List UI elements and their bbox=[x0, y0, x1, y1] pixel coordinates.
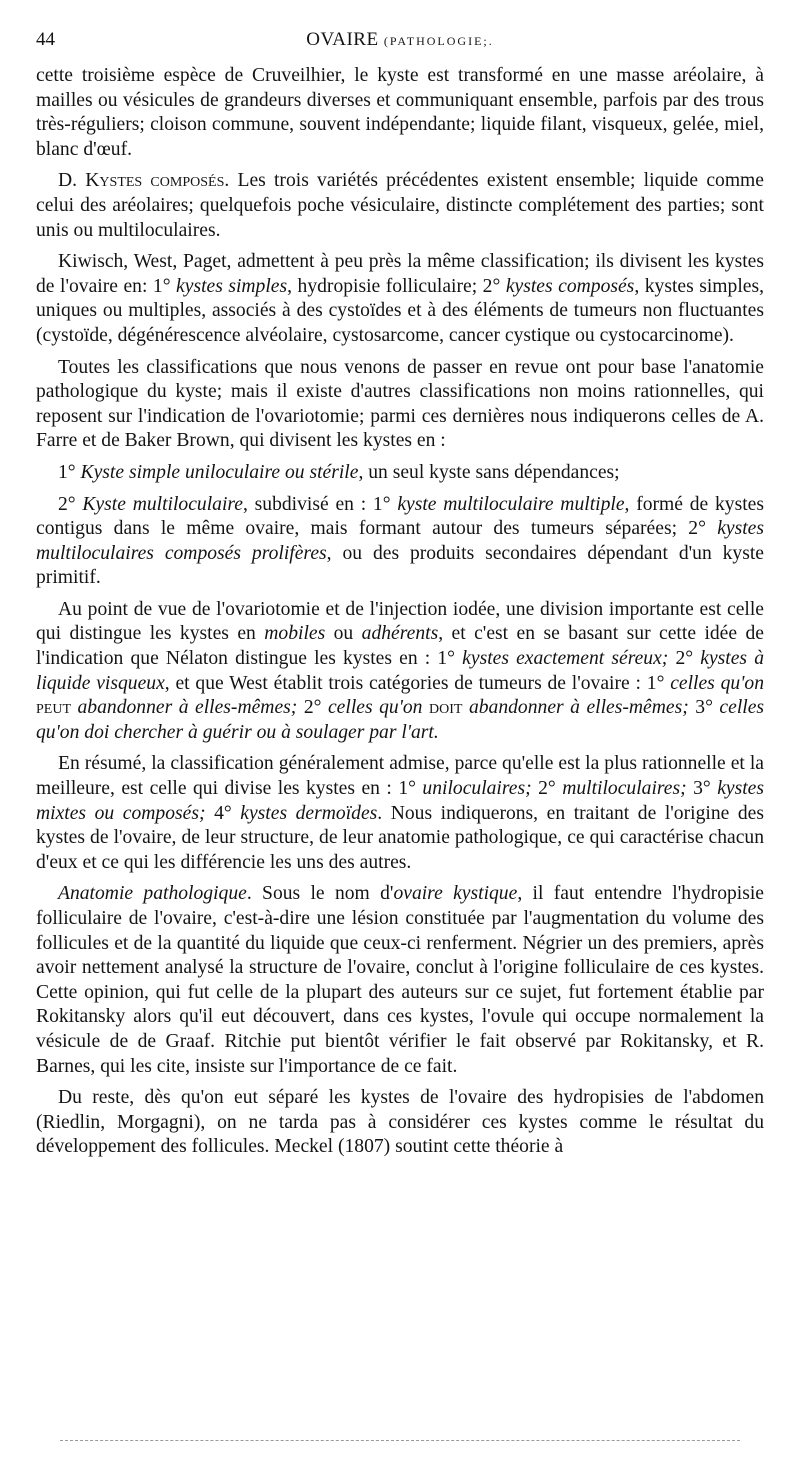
text-run: . Nous indiquerons, en traitant de l'origine des kystes de l'ovaire, de leur structure, de leur anatomie pathologique, ce qui caractérise chacun d'eux et ce qui les différencie les uns des autres. bbox=[36, 802, 764, 873]
italic-run: celles qu'on doi chercher à guérir ou à soulager par l'art. bbox=[36, 697, 765, 743]
italic-run: kystes exactement séreux; bbox=[462, 648, 676, 670]
text-run: En résumé, la classification généralement admise, parce qu'elle est la plus rationnelle et la meilleure, est celle qui divise les kystes en : 1° bbox=[36, 753, 764, 800]
text-run: cette troisième espèce de Cruveilhier, le kyste est transformé en une masse aréolaire, à mailles ou vésicules de grandeurs diverses et communiquant ensemble, parfois par des trous très-réguliers; cloison commune, souvent indépendante; liquide filant, visqueux, gelée, miel, blanc d'œuf. bbox=[36, 65, 764, 160]
text-run: Du reste, dès qu'on eut séparé les kystes de l'ovaire des hydropisies de l'abdomen (Riedlin, Morgagni), on ne tarda pas à considérer ces kystes comme le résultat du développement des follicules. Meckel (1807) soutint cette théorie à bbox=[36, 1087, 764, 1158]
text-run: 2° bbox=[675, 648, 701, 670]
body-text bbox=[36, 64, 764, 1160]
text-run: 2° bbox=[303, 697, 328, 719]
italic-run: kystes composés bbox=[505, 275, 635, 297]
paragraph bbox=[36, 1086, 764, 1160]
page-number: 44 bbox=[36, 29, 55, 50]
text-run: , subdivisé en : 1° bbox=[243, 493, 398, 515]
text-run: 4° bbox=[214, 802, 241, 824]
text-run: , kystes simples, uniques ou multiples, associés à des cystoïdes et à des éléments de tumeurs non fluctuantes (cystoïde, dégénérescence alvéolaire, cystosarcome, cancer cystique ou cystocarcinome). bbox=[36, 275, 764, 346]
italic-run: kyste multiloculaire multiple bbox=[397, 493, 625, 515]
paragraph bbox=[36, 250, 764, 348]
title-text: OVAIRE bbox=[306, 29, 379, 50]
text-run: . Sous le nom d' bbox=[246, 883, 394, 905]
text-run: , hydropisie folliculaire; 2° bbox=[287, 275, 506, 297]
text-run: Au point de vue de l'ovariotomie et de l'injection iodée, une division importante est celle qui distingue les kystes en bbox=[36, 598, 764, 645]
paragraph bbox=[36, 882, 764, 1079]
text-run: , et que West établit trois catégories de tumeurs de l'ovaire : 1° bbox=[164, 672, 671, 694]
paragraph bbox=[36, 169, 764, 243]
text-run: 2° bbox=[538, 778, 563, 800]
small-caps-run: doit bbox=[429, 697, 463, 719]
text-run: ou bbox=[325, 623, 362, 645]
paragraph bbox=[36, 752, 764, 875]
italic-run: abandonner à elles-mêmes; bbox=[462, 697, 696, 719]
small-caps-run: Kystes composés bbox=[85, 170, 225, 192]
running-header bbox=[36, 28, 764, 64]
footer-rule bbox=[60, 1440, 740, 1441]
title-subtitle: (PATHOLOGIE;. bbox=[383, 34, 494, 48]
paragraph bbox=[36, 64, 764, 162]
text-run: 3° bbox=[693, 778, 718, 800]
text-run: 2° bbox=[58, 493, 83, 515]
italic-run: celles qu'on bbox=[327, 697, 429, 719]
text-run: D. bbox=[58, 170, 86, 192]
text-run: Toutes les classifications que nous venons de passer en revue ont pour base l'anatomie pathologique du kyste; mais il existe d'autres classifications non moins rationnelles, qui reposent sur l'indication de l'ovariotomie; parmi ces dernières nous indiquerons celles de A. Farre et de Baker Brown, qui divisent les kystes en : bbox=[36, 356, 764, 452]
paragraph bbox=[36, 598, 764, 746]
italic-run: Anatomie pathologique bbox=[58, 883, 247, 905]
paragraph bbox=[36, 461, 764, 486]
page-body bbox=[36, 28, 764, 1167]
italic-run: ovaire kystique bbox=[393, 883, 518, 905]
italic-run: abandonner à elles-mêmes; bbox=[71, 697, 304, 719]
italic-run: uniloculaires; bbox=[422, 778, 539, 800]
italic-run: mobiles bbox=[264, 623, 326, 645]
text-run: Kiwisch, West, Paget, admettent à peu près la même classification; ils divisent les kystes de l'ovaire en: 1° bbox=[36, 251, 764, 297]
italic-run: kystes multiloculaires composés prolifères bbox=[36, 518, 764, 564]
paragraph bbox=[36, 493, 764, 591]
text-run: , il faut entendre l'hydropisie folliculaire de l'ovaire, c'est-à-dire une lésion constituée par l'augmentation du volume des follicules et de la quantité du liquide que ceux-ci renferment. Négrier un des premiers, après avoir nettement analysé la structure de l'ovaire, conclut à l'origine folliculaire de ces kystes. Cette opinion, qui fut celle de la plupart des auteurs sur ce sujet, fut fortement établie par Rokitansky alors qu'il eut découvert, dans ces kystes, l'ovule qui occupe normalement la vésicule de de Graaf. Ritchie put bientôt vérifier le fait observé par Rokitansky, et R. Barnes, qui les cite, insiste sur l'importance de ce fait. bbox=[36, 883, 764, 1077]
italic-run: kystes dermoïdes bbox=[240, 802, 378, 824]
text-run: . Les trois variétés précédentes existent ensemble; liquide comme celui des aréolaires; quelquefois poche vésiculaire, distincte complétement des parties; sont unis ou multiloculaires. bbox=[36, 170, 764, 241]
text-run: 1° bbox=[58, 461, 81, 483]
text-run: , ou des produits secondaires dépendant d'un kyste primitif. bbox=[36, 542, 764, 589]
small-caps-run: peut bbox=[36, 697, 71, 719]
text-run: , et c'est en se basant sur cette idée de l'indication que Nélaton distingue les kystes en : 1° bbox=[36, 623, 764, 670]
italic-run: multiloculaires; bbox=[562, 778, 694, 800]
italic-run: kystes simples bbox=[176, 275, 288, 297]
italic-run: Kyste multiloculaire bbox=[82, 493, 243, 515]
running-title bbox=[36, 28, 764, 54]
italic-run: celles qu'on bbox=[670, 672, 764, 694]
text-run: , formé de kystes contigus dans le même ovaire, mais formant autour des tumeurs séparées; 2° bbox=[36, 493, 764, 540]
italic-run: adhérents bbox=[361, 623, 439, 645]
italic-run: Kyste simple uniloculaire ou stérile bbox=[80, 461, 359, 483]
text-run: 3° bbox=[695, 697, 720, 719]
text-run: , un seul kyste sans dépendances; bbox=[358, 461, 620, 483]
italic-run: kystes mixtes ou composés; bbox=[36, 778, 765, 824]
italic-run: kystes à liquide visqueux bbox=[36, 648, 764, 694]
paragraph bbox=[36, 356, 764, 454]
